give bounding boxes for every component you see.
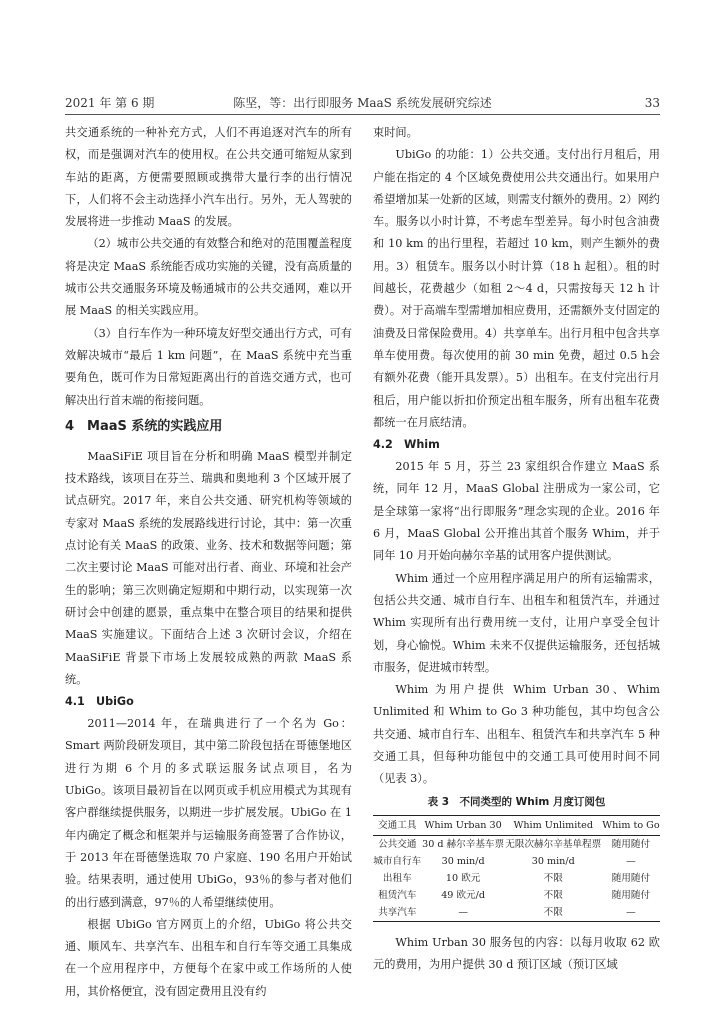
table-row (373, 835, 660, 853)
subsection-heading: 4.1 UbiGo (65, 695, 134, 709)
table-header-cell: Whim Unlimited (505, 815, 602, 835)
paragraph: Whim 为用户提供 Whim Urban 30、Whim Unlimited 和 Whim to Go 3 种功能包，其中均包含公共交通、城市自行车、出租车、租赁汽车和共享汽车 5 种交通工具，但每种功能包中的交通工具可使用时间不同（见表 3）。 (373, 683, 660, 786)
table-cell: 不限 (543, 906, 563, 918)
table-cell: 随用随付 (611, 838, 651, 850)
left-column (65, 122, 352, 1003)
table-cell: — (626, 906, 636, 918)
header-rule (65, 114, 660, 115)
running-title: 陈坚，等：出行即服务 MaaS 系统发展研究综述 (233, 96, 492, 110)
table-cell: 随用随付 (611, 872, 651, 884)
table-row (373, 904, 660, 922)
table-header-row (373, 815, 660, 835)
table-row (373, 853, 660, 870)
paragraph: 束时间。 (373, 126, 418, 139)
page-number: 33 (644, 96, 660, 110)
paragraph: MaaSiFiE 项目旨在分析和明确 MaaS 模型并制定技术路线，该项目在芬兰、瑞典和奥地利 3 个区域开展了试点研究。2017 年，来自公共交通、研究机构等领域的专家对 MaaS 系统的发展路线进行讨论，其中：第一次重点讨论有关 MaaS 的政策、业务、技术和数据等问题；第二次主要讨论 MaaS 可能对出行者、商业、环境和社会产生的影响；第三次则确定短期和中期行动，以实现第一次研讨会中创建的愿景，重点集中在整合项目的结果和提供 MaaS 实施建议。下面结合上述 3 次研讨会议，介绍在 MaaSiFiE 背景下市场上发展较成熟的两款 MaaS 系统。 (65, 449, 352, 686)
table-cell: 30 min/d (531, 855, 575, 867)
table-cell: 无限次赫尔辛基单程票 (505, 838, 602, 850)
section-heading: 4 MaaS 系统的实践应用 (65, 418, 223, 434)
table-caption: 表 3 不同类型的 Whim 月度订阅包 (427, 795, 606, 808)
table-header-cell: Whim Urban 30 (422, 815, 505, 835)
paragraph: Whim Urban 30 服务包的内容：以每月收取 62 欧元的费用，为用户提供 30 d 预订区域（预订区域 (373, 935, 660, 971)
table-cell: — (458, 906, 468, 918)
paragraph: 2015 年 5 月，芬兰 23 家组织合作建立 MaaS 系统，同年 12 月，MaaS Global 注册成为一家公司，它是全球第一家将“出行即服务”理念实现的企业。2016 年 6 月，MaaS Global 公开推出其首个服务 Whim，并于同年 10 月开始向赫尔辛基的试用客户提供测试。 (373, 460, 660, 563)
paragraph: Whim 通过一个应用程序满足用户的所有运输需求，包括公共交通、城市自行车、出租车和租赁汽车，并通过 Whim 实现所有出行费用统一支付，让用户享受全包计划，身心愉悦。Whim 未来不仅提供运输服务，还包括城市服务，促进城市转型。 (373, 571, 660, 674)
table-cell: 49 欧元/d (441, 889, 486, 901)
table-cell: 30 d 赫尔辛基车票 (422, 838, 505, 850)
table-cell: 随用随付 (611, 889, 651, 901)
table-header-cell: Whim to Go (602, 815, 660, 835)
table-cell: 城市自行车 (373, 855, 422, 867)
table-row (373, 870, 660, 887)
whim-subscription-table (373, 815, 660, 922)
paragraph: 共交通系统的一种补充方式，人们不再追逐对汽车的所有权，而是强调对汽车的使用权。在公共交通可缩短从家到车站的距离，方便需要照顾或携带大量行李的出行情况下，人们将不会主动选择小汽车出行。另外，无人驾驶的发展将进一步推动 MaaS 的发展。 (65, 126, 352, 229)
table-cell: 不限 (543, 889, 563, 901)
table-cell: 公共交通 (378, 838, 417, 850)
paragraph: UbiGo 的功能：1）公共交通。支付出行月租后，用户能在指定的 4 个区域免费使用公共交通出行。如果用户希望增加某一处新的区域，则需支付额外的费用。2）网约车。服务以小时计算，不考虑车型差异。每小时包含油费和 10 km 的出行里程，若超过 10 km，则产生额外的费用。3）租赁车。服务以小时计算（18 h 起租）。租的时间越长，花费越少（如租 2～4 d，只需按每天 12 h 计费）。对于高端车型需增加相应费用，还需额外支付固定的油费及日常保险费用。4）共享单车。出行月租中包含共享单车使用费。每次使用的前 30 min 免费，超过 0.5 h会有额外花费（能开具发票）。5）出租车。在支付完出行月租后，用户能以折扣价预定出租车服务，所有出租车花费都统一在月底结清。 (373, 148, 660, 429)
table-cell: 10 欧元 (445, 872, 481, 884)
table-cell: — (626, 855, 636, 867)
table-cell: 不限 (543, 872, 563, 884)
paragraph: 根据 UbiGo 官方网页上的介绍，UbiGo 将公共交通、顺风车、共享汽车、出租车和自行车等交通工具集成在一个应用程序中，方便每个在家中或工作场所的人使用，其价格便宜，没有固定费用且没有约 (65, 917, 352, 998)
paragraph: 2011—2014 年，在瑞典进行了一个名为 Go：Smart 两阶段研发项目，其中第二阶段包括在哥德堡地区进行为期 6 个月的多式联运服务试点项目，名为 UbiGo。该项目最初旨在以网页或手机应用模式为其现有客户群继续提供服务，以期进一步扩展发展。UbiGo 在 1 年内确定了概念和框架并与运输服务商签署了合作协议，于 2013 年在哥德堡选取 70 户家庭、190 名用户开始试验。结果表明，通过使用 UbiGo，93％的参与者对他们的出行感到满意，97％的人希望继续使用。 (65, 717, 352, 909)
table-cell: 出租车 (382, 872, 412, 884)
right-column (373, 122, 660, 976)
table-cell: 共享汽车 (378, 906, 417, 918)
table-cell: 30 min/d (441, 855, 485, 867)
table-row (373, 887, 660, 904)
paragraph: （2）城市公共交通的有效整合和绝对的范围覆盖程度将是决定 MaaS 系统能否成功实施的关键，没有高质量的城市公共交通服务环境及畅通城市的公共交通网，难以开展 MaaS 的相关实践应用。 (65, 237, 352, 318)
journal-issue: 2021 年 第 6 期 (65, 96, 155, 110)
paragraph: （3）自行车作为一种环境友好型交通出行方式，可有效解决城市“最后 1 km 问题”，在 MaaS 系统中充当重要角色，既可作为日常短距离出行的首选交通方式，也可解决出行首末端的衔接问题。 (65, 326, 352, 407)
subsection-heading: 4.2 Whim (373, 438, 440, 452)
table-cell: 租赁汽车 (378, 889, 417, 901)
running-header (65, 94, 660, 112)
table-header-cell: 交通工具 (373, 815, 422, 835)
